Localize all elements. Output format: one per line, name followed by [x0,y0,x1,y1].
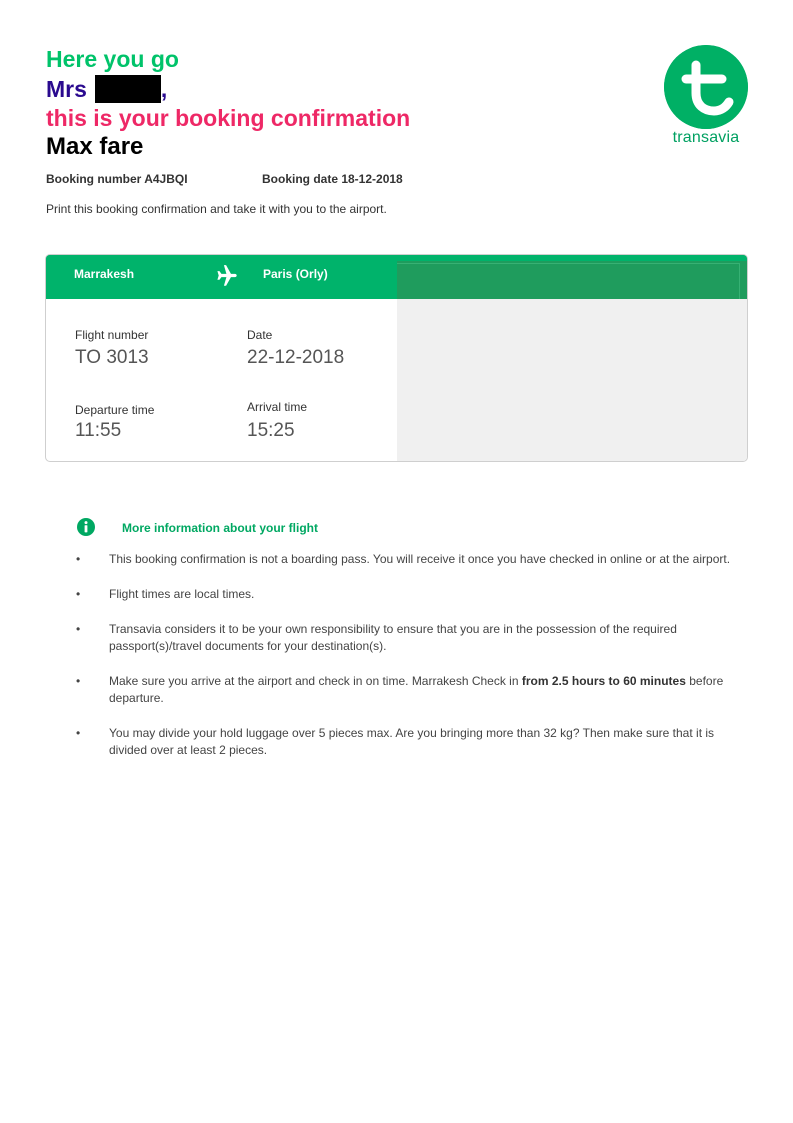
flight-card [45,254,748,462]
booking-number: Booking number A4JBQI [46,172,188,186]
flight-number-label: Flight number [75,328,149,342]
logo-circle-icon [664,45,748,129]
route-header-right [397,255,748,299]
info-item-text-pre: Make sure you arrive at the airport and check in on time. Marrakesh Check in [109,674,522,688]
card-side-panel [397,299,748,462]
greeting-comma: , [160,76,168,102]
info-item-text: Transavia considers it to be your own responsibility to ensure that you are in the possession of the required passport(s)/travel documents for your destination(s). [109,622,677,653]
transavia-logo [664,45,748,147]
bullet-dot: • [76,726,81,740]
info-list [46,551,746,759]
booking-date: Booking date 18-12-2018 [262,172,403,186]
info-icon [77,518,95,536]
arrival-time-label: Arrival time [247,400,308,414]
greeting-line-2 [46,75,167,103]
brand-name: transavia [672,129,740,146]
info-title: More information about your flight [122,521,318,535]
info-item-text: Flight times are local times. [109,587,255,601]
destination-city: Paris (Orly) [263,267,328,281]
origin-city: Marrakesh [74,267,135,281]
card-top-border [46,255,748,261]
info-item-text-post: before departure. [109,674,724,705]
print-note: Print this booking confirmation and take it with you to the airport. [46,202,387,216]
info-item-text: You may divide your hold luggage over 5 pieces max. Are you bringing more than 32 kg? Then make sure that it is divided over at least 2 pieces. [109,726,715,757]
info-item [46,551,746,568]
check-in-window: from 2.5 hours to 60 minutes [521,674,686,688]
info-item [46,673,746,707]
bullet-dot: • [76,587,81,601]
departure-time: 11:55 [75,420,122,441]
flight-date: 22-12-2018 [247,347,345,368]
plane-icon [212,263,238,289]
greeting-line-3: this is your booking confirmation [46,105,411,131]
info-item-text: This booking confirmation is not a boarding pass. You will receive it once you have checked in online or at the airport. [109,552,731,566]
flight-date-label: Date [247,328,273,342]
info-item [46,586,746,603]
arrival-time: 15:25 [247,420,295,441]
greeting-line-1: Here you go [46,46,179,72]
info-item [46,621,746,655]
departure-time-label: Departure time [75,403,155,417]
bullet-dot: • [76,622,81,636]
title-prefix: Mrs [46,76,87,102]
info-item [46,725,746,759]
redacted-name [95,75,161,103]
flight-number: TO 3013 [75,347,149,368]
bullet-dot: • [76,552,81,566]
fare-type: Max fare [46,133,144,160]
bullet-dot: • [76,674,81,688]
